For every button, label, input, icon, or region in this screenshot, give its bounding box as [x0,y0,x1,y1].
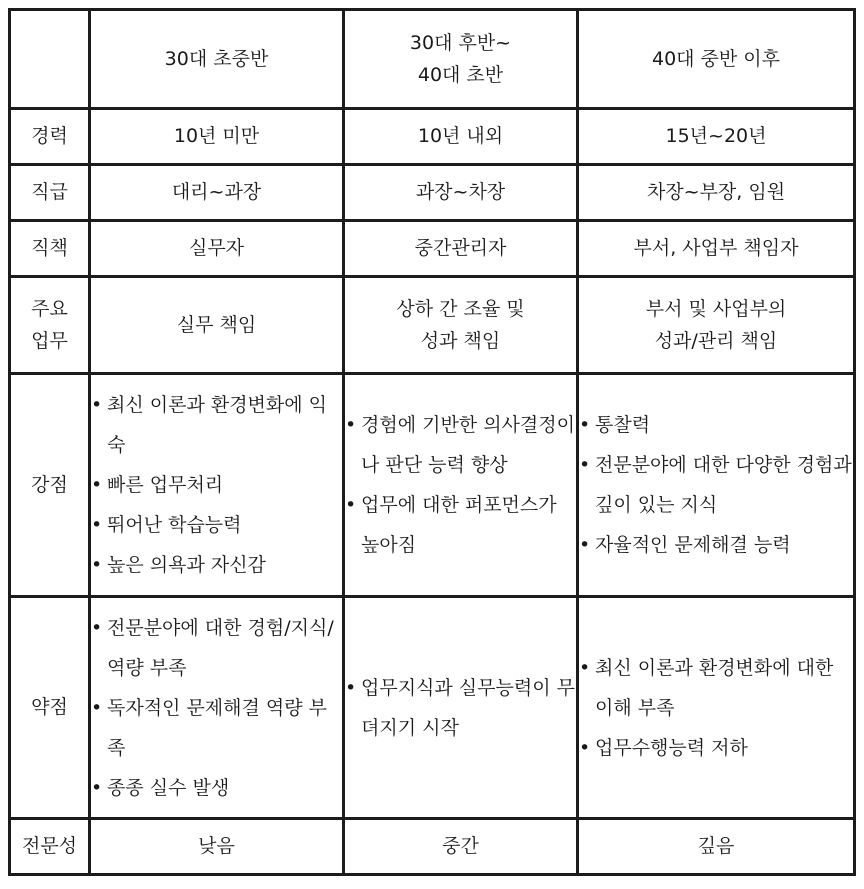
list-item: • 통찰력 [579,405,853,445]
career-col2: 10년 내외 [344,109,578,165]
role-col2: 중간관리자 [344,221,578,277]
expertise-col3: 깊음 [578,819,855,875]
career-stage-comparison-table [8,8,856,876]
list-item: • 업무에 대한 퍼포먼스가 높아짐 [345,485,576,565]
row-label-strengths: 강점 [10,374,90,597]
weaknesses-col3 [578,597,855,819]
list-item: • 전문분야에 대한 경험/지식/역량 부족 [91,608,342,688]
duties-col1: 실무 책임 [90,277,344,374]
row-label-role: 직책 [10,221,90,277]
strengths-col2 [344,374,578,597]
list-item: • 업무지식과 실무능력이 무뎌지기 시작 [345,668,576,748]
list-item: • 경험에 기반한 의사결정이나 판단 능력 향상 [345,405,576,485]
strengths-col3 [578,374,855,597]
list-item: • 높은 의욕과 자신감 [91,545,342,585]
list-item: • 자율적인 문제해결 능력 [579,525,853,565]
duties-col3-line2: 성과/관리 책임 [654,330,778,352]
row-label-expertise: 전문성 [10,819,90,875]
weaknesses-row [10,597,855,819]
strengths-row [10,374,855,597]
row-label-weaknesses: 약점 [10,597,90,819]
row-label-career: 경력 [10,109,90,165]
list-item: • 종종 실수 발생 [91,768,342,808]
expertise-col2: 중간 [344,819,578,875]
header-early-30s: 30대 초중반 [90,10,344,109]
header-mid-40s-plus: 40대 중반 이후 [578,10,855,109]
expertise-col1: 낮음 [90,819,344,875]
rank-col3: 차장~부장, 임원 [578,165,855,221]
list-item: • 업무수행능력 저하 [579,728,853,768]
duties-col3-line1: 부서 및 사업부의 [645,297,787,320]
list-item: • 뛰어난 학습능력 [91,505,342,545]
corner-cell [10,10,90,109]
career-row [10,109,855,165]
duties-col2 [344,277,578,374]
strengths-col1 [90,374,344,597]
list-item: • 빠른 업무처리 [91,465,342,505]
row-label-duties [10,277,90,374]
header-col2-line1: 30대 후반~ [409,31,512,54]
header-late-30s-early-40s [344,10,578,109]
rank-row [10,165,855,221]
duties-row [10,277,855,374]
rank-col2: 과장~차장 [344,165,578,221]
list-item: • 전문분야에 대한 다양한 경험과 깊이 있는 지식 [579,445,853,525]
list-item: • 최신 이론과 환경변화에 대한 이해 부족 [579,648,853,728]
career-col1: 10년 미만 [90,109,344,165]
list-item: • 최신 이론과 환경변화에 익숙 [91,385,342,465]
expertise-row [10,819,855,875]
header-row [10,10,855,109]
duties-label-line2: 업무 [31,330,68,352]
duties-col3 [578,277,855,374]
role-row [10,221,855,277]
career-col3: 15년~20년 [578,109,855,165]
role-col3: 부서, 사업부 책임자 [578,221,855,277]
duties-col2-line2: 성과 책임 [420,330,501,352]
role-col1: 실무자 [90,221,344,277]
weaknesses-col2 [344,597,578,819]
weaknesses-col1 [90,597,344,819]
duties-label-line1: 주요 [31,297,68,320]
rank-col1: 대리~과장 [90,165,344,221]
list-item: • 독자적인 문제해결 역량 부족 [91,688,342,768]
header-col2-line2: 40대 초반 [417,64,504,86]
row-label-rank: 직급 [10,165,90,221]
duties-col2-line1: 상하 간 조율 및 [396,297,525,320]
